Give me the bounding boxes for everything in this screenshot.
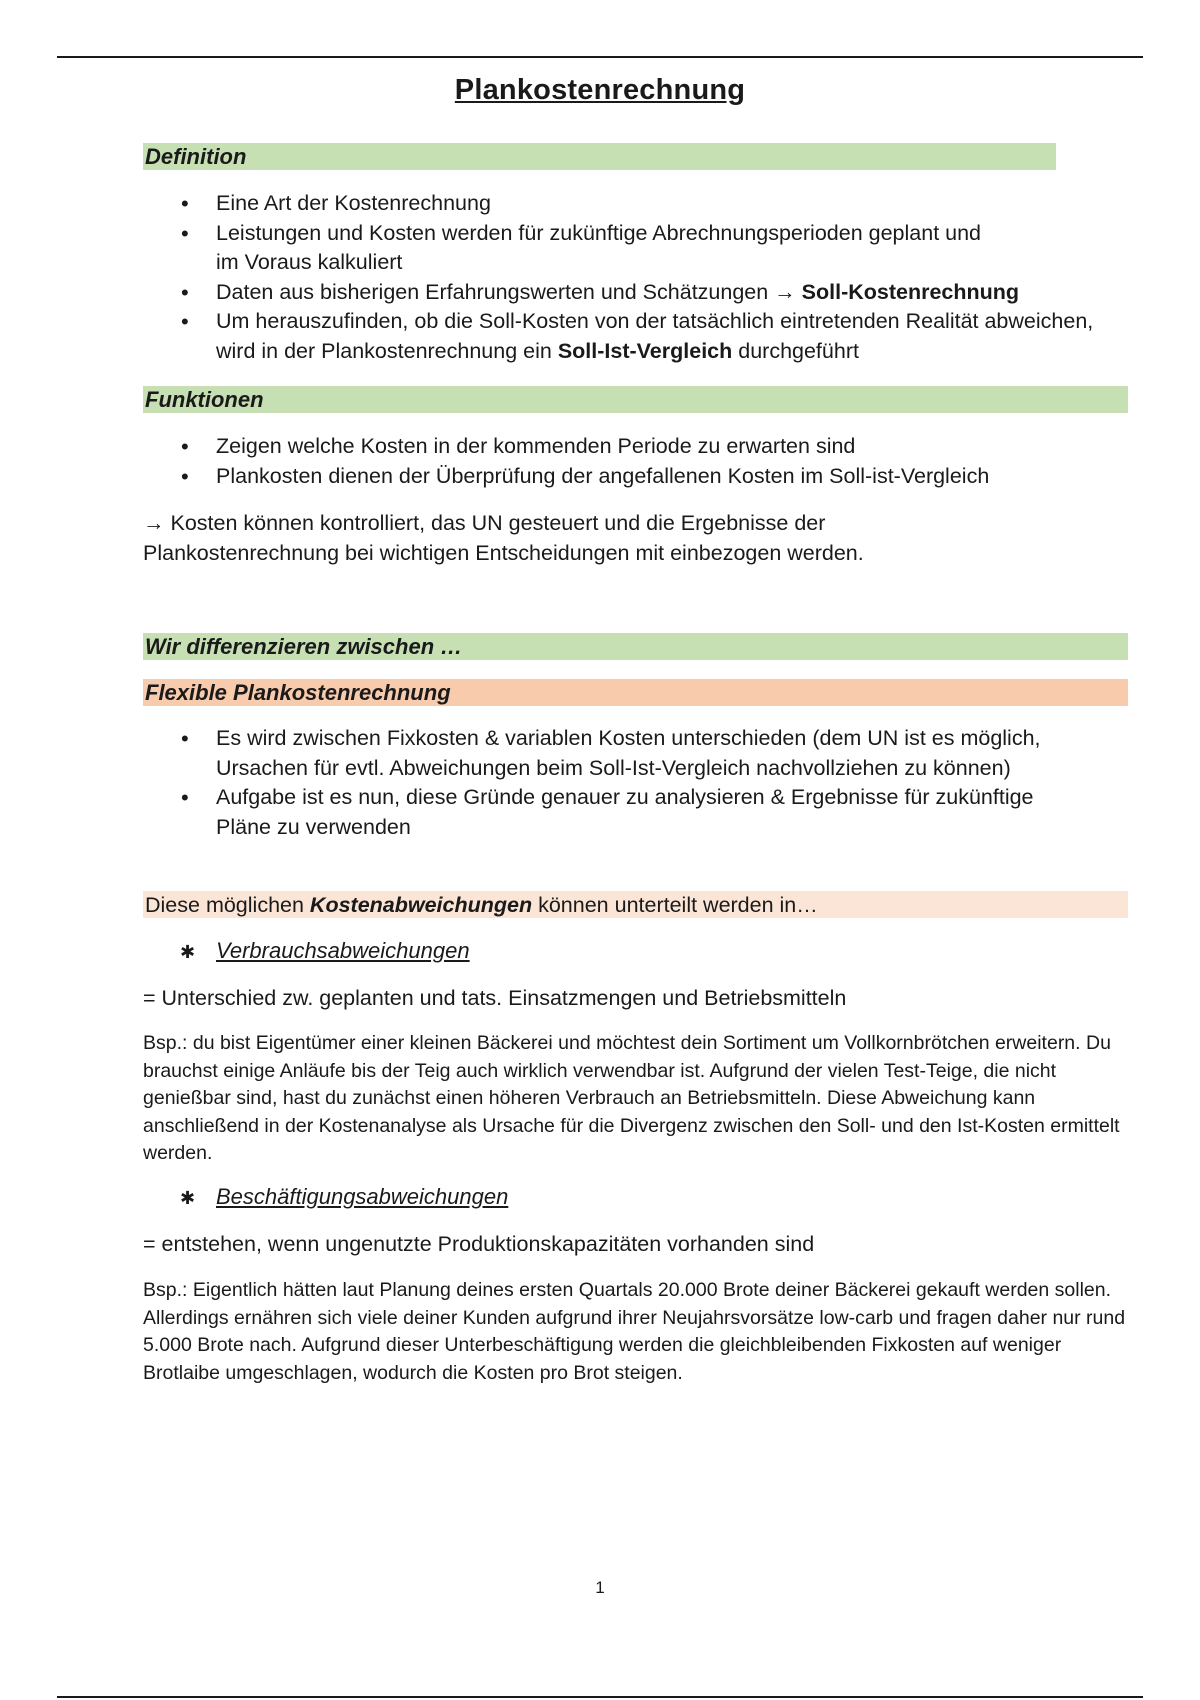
- verbrauch-example: Bsp.: du bist Eigentümer einer kleinen Bäckerei und möchtest dein Sortiment um Vollkornbrötchen erweitern. Du brauchst einige Anläufe bis der Teig auch wirklich verwendbar ist. Aufgrund der vielen Test-Teige, die nicht genießbar sind, hast du zunächst einen höheren Verbrauch an Betriebsmitteln. Diese Abweichung kann anschließend in der Kostenanalyse als Ursache für die Divergenz zwischen den Soll- und den Ist-Kosten ermittelt werden.: [143, 1032, 1120, 1164]
- definition-list: [143, 189, 1143, 366]
- verbrauch-item: ✱ Verbrauchsabweichungen: [180, 938, 470, 963]
- funktionen-conclusion: → Kosten können kontrolliert, das UN gesteuert und die Ergebnisse der Plankostenrechnung bei wichtigen Entscheidungen mit einbezogen werden.: [143, 511, 864, 565]
- beschaeftigung-item: ✱ Beschäftigungsabweichungen: [180, 1184, 509, 1209]
- page-title: Plankostenrechnung: [454, 74, 746, 106]
- beschaeftigung-example: Bsp.: Eigentlich hätten laut Planung deines ersten Quartals 20.000 Brote deiner Bäckerei gekauft werden sollen. Allerdings ernähren sich viele deiner Kunden aufgrund ihrer Neujahrsvorsätze low-carb und fragen daher nur rund 5.000 Brote nach. Aufgrund dieser Unterbeschäftigung werden die gleichbleibenden Fixkosten auf weniger Brotlaibe umgeschlagen, wodurch die Kosten pro Brot steigen.: [143, 1279, 1126, 1384]
- list-item: • Plankosten dienen der Überprüfung der angefallenen Kosten im Soll-ist-Vergleich: [143, 462, 1143, 492]
- list-item: • Daten aus bisherigen Erfahrungswerten und Schätzungen → Soll-Kostenrechnung: [143, 278, 1143, 308]
- list-item: • Um herauszufinden, ob die Soll-Kosten von der tatsächlich eintretenden Realität abweichen, wird in der Plankostenrechnung ein Soll-Ist-Vergleich durchgeführt: [143, 307, 1143, 366]
- abweichungen-intro: Diese möglichen Kostenabweichungen können unterteilt werden in…: [143, 891, 1128, 918]
- list-item: • Aufgabe ist es nun, diese Gründe genauer zu analysieren & Ergebnisse für zukünftige Pläne zu verwenden: [143, 783, 1143, 842]
- flexible-list: [143, 724, 1143, 842]
- top-rule: [57, 56, 1143, 58]
- definition-heading: Definition: [143, 143, 1056, 170]
- list-item: • Zeigen welche Kosten in der kommenden Periode zu erwarten sind: [143, 432, 1143, 462]
- differenzieren-heading: Wir differenzieren zwischen …: [143, 633, 1128, 660]
- star-icon: ✱: [180, 942, 196, 962]
- beschaeftigung-definition: = entstehen, wenn ungenutzte Produktionskapazitäten vorhanden sind: [143, 1232, 815, 1256]
- funktionen-list: [143, 432, 1143, 491]
- list-item: • Eine Art der Kostenrechnung: [143, 189, 1143, 219]
- flexible-heading: Flexible Plankostenrechnung: [143, 679, 1128, 706]
- list-item: • Es wird zwischen Fixkosten & variablen Kosten unterschieden (dem UN ist es möglich, Ursachen für evtl. Abweichungen beim Soll-Ist-Vergleich nachvollziehen zu können): [143, 724, 1143, 783]
- list-item: • Leistungen und Kosten werden für zukünftige Abrechnungsperioden geplant und im Voraus kalkuliert: [143, 219, 1143, 278]
- funktionen-heading: Funktionen: [143, 386, 1128, 413]
- star-icon: ✱: [180, 1188, 196, 1208]
- page-number: 1: [595, 1578, 605, 1597]
- verbrauch-definition: = Unterschied zw. geplanten und tats. Einsatzmengen und Betriebsmitteln: [143, 986, 847, 1010]
- bottom-rule: [57, 1696, 1143, 1698]
